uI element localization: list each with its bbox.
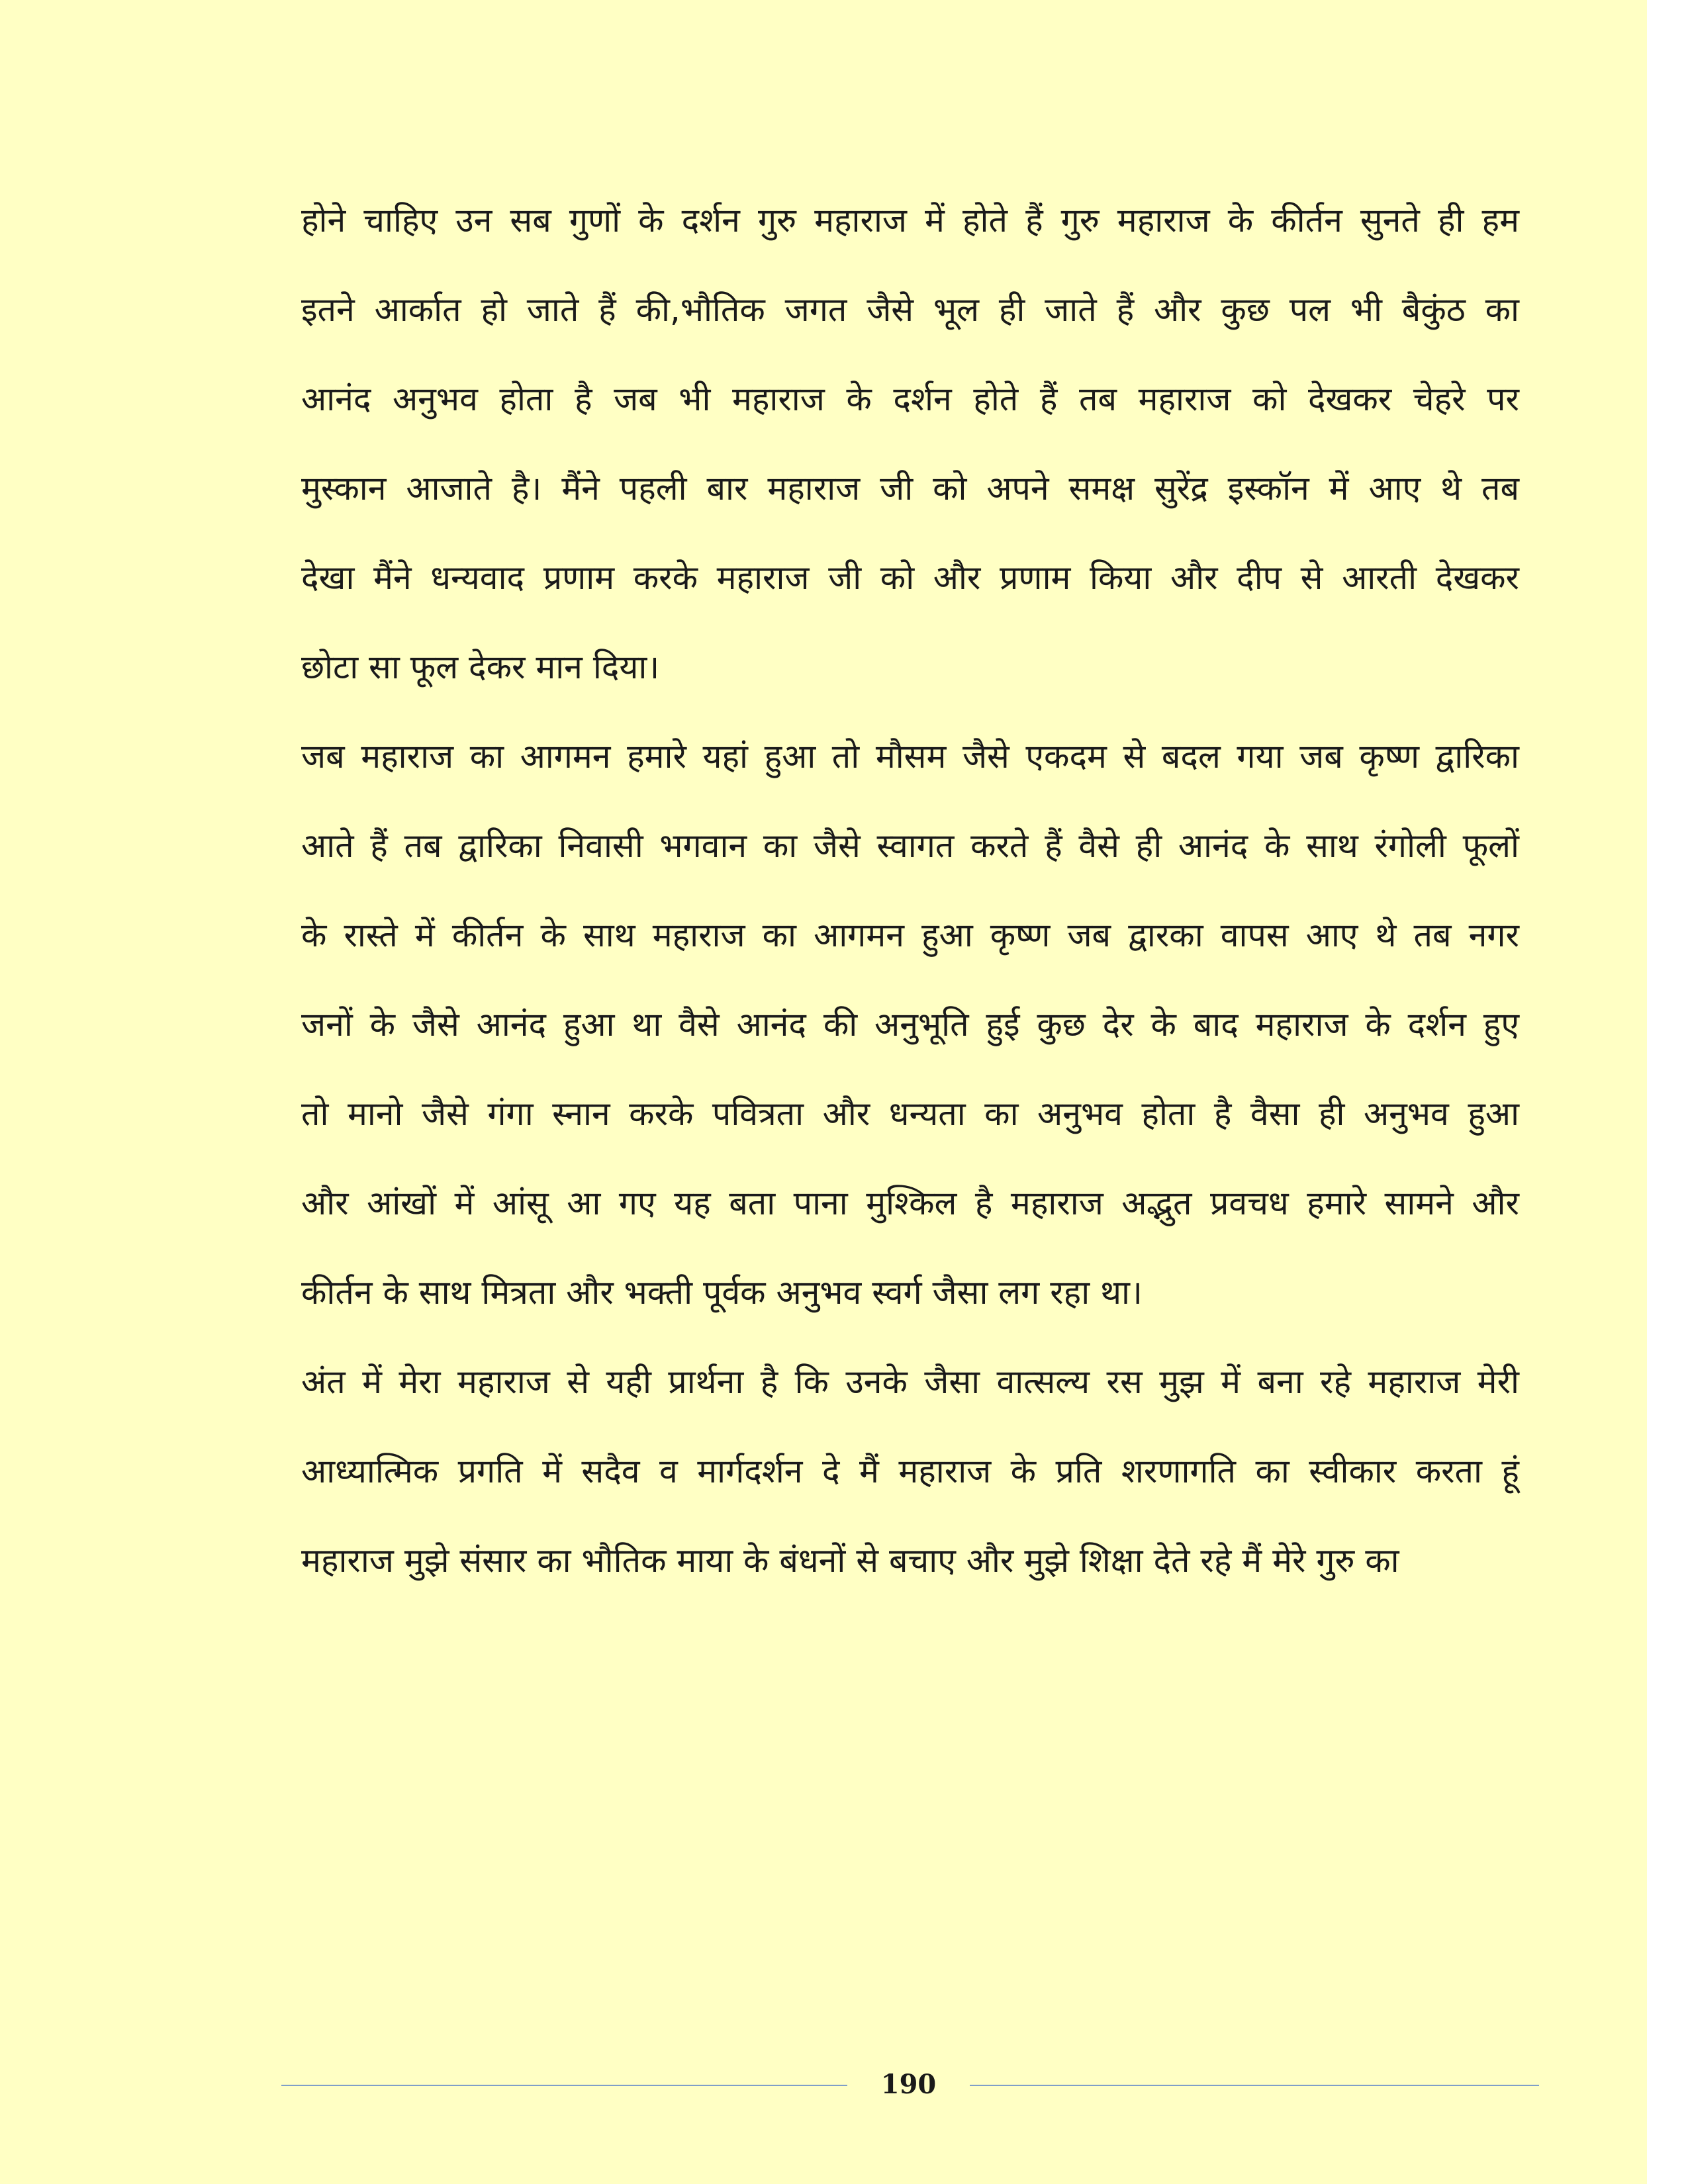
text-line: होने चाहिए उन सब गुणों के दर्शन गुरु महाराज में होते हैं गुरु महाराज के कीर्तन सुनते ही हम <box>301 201 1519 240</box>
text-line: आते हैं तब द्वारिका निवासी भगवान का जैसे स्वागत करते हैं वैसे ही आनंद के साथ रंगोली फूलों <box>301 827 1519 865</box>
text-line: अंत में मेरा महाराज से यही प्रार्थना है कि उनके जैसा वात्सल्य रस मुझ में बना रहे महाराज मेरी <box>301 1363 1519 1401</box>
text-line: छोटा सा फूल देकर मान दिया। <box>301 648 660 686</box>
paragraph-3 <box>301 1349 1519 1617</box>
text-line: आध्यात्मिक प्रगति में सदैव व मार्गदर्शन दे मैं महाराज के प्रति शरणागति का स्वीकार करता हूं <box>301 1452 1519 1490</box>
text-line: जनों के जैसे आनंद हुआ था वैसे आनंद की अनुभूति हुई कुछ देर के बाद महाराज के दर्शन हुए <box>301 1005 1519 1044</box>
paragraph-2 <box>301 723 1519 1349</box>
text-line: जब महाराज का आगमन हमारे यहां हुआ तो मौसम जैसे एकदम से बदल गया जब कृष्ण द्वारिका <box>301 737 1519 776</box>
text-line: के रास्ते में कीर्तन के साथ महाराज का आगमन हुआ कृष्ण जब द्वारका वापस आए थे तब नगर <box>301 916 1519 954</box>
footer-rule-right <box>970 2085 1539 2086</box>
text-line: इतने आर्कात हो जाते हैं की,भौतिक जगत जैसे भूल ही जाते हैं और कुछ पल भी बैकुंठ का <box>301 291 1519 329</box>
text-line: तो मानो जैसे गंगा स्नान करके पवित्रता और धन्यता का अनुभव होता है वैसा ही अनुभव हुआ <box>301 1095 1519 1133</box>
page-number: 190 <box>880 2069 937 2100</box>
paragraph-1 <box>301 187 1519 723</box>
text-line: कीर्तन के साथ मित्रता और भक्ती पूर्वक अनुभव स्वर्ग जैसा लग रहा था। <box>301 1273 1143 1312</box>
text-line: महाराज मुझे संसार का भौतिक माया के बंधनों से बचाए और मुझे शिक्षा देते रहे मैं मेरे गुरु का <box>301 1541 1399 1580</box>
text-line: आनंद अनुभव होता है जब भी महाराज के दर्शन होते हैं तब महाराज को देखकर चेहरे पर <box>301 380 1519 418</box>
text-line: और आंखों में आंसू आ गए यह बता पाना मुश्किल है महाराज अद्भुत प्रवचध हमारे सामने और <box>301 1184 1519 1222</box>
footer-rule-left <box>281 2085 847 2086</box>
text-line: मुस्कान आजाते है। मैंने पहली बार महाराज जी को अपने समक्ष सुरेंद्र इस्कॉन में आए थे तब <box>301 469 1519 508</box>
page-footer <box>281 2065 1539 2105</box>
text-line: देखा मैंने धन्यवाद प्रणाम करके महाराज जी को और प्रणाम किया और दीप से आरती देखकर <box>301 559 1519 597</box>
page-body-text <box>301 187 1519 1617</box>
